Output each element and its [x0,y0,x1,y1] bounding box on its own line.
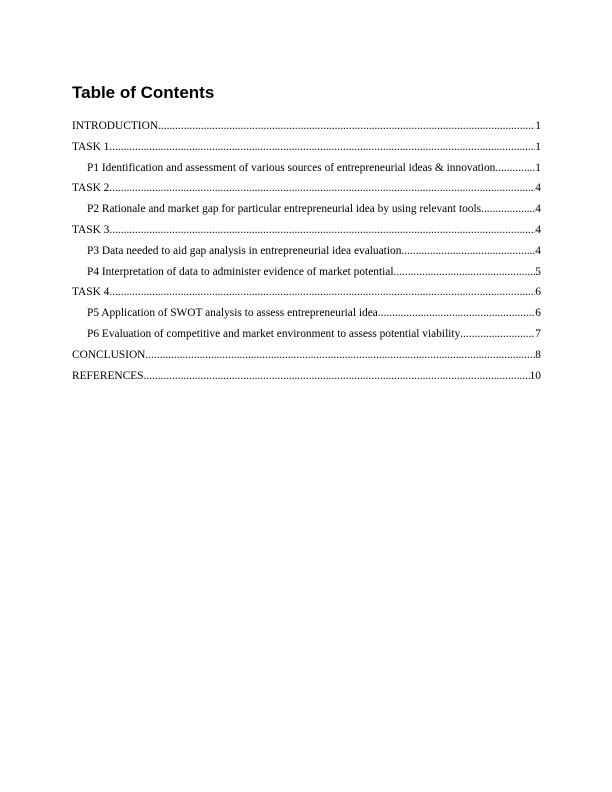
toc-entry-text: P6 Evaluation of competitive and market environment to assess potential viability [87,327,461,340]
toc-dot-leader [394,262,536,283]
toc-entry[interactable] [72,282,541,303]
toc-entry[interactable] [72,158,541,179]
toc-page-number: 1 [535,120,541,132]
toc-page-number: 1 [535,161,541,174]
toc-page-number: 4 [535,244,541,257]
toc-dot-leader [109,137,535,158]
toc-page-number: 6 [535,286,541,299]
toc-dot-leader [109,282,535,303]
toc-dot-leader [401,241,535,262]
toc-page-number: 4 [535,223,541,236]
toc-page-number: 10 [529,369,541,382]
toc-entry-text: P1 Identification and assessment of various sources of entrepreneurial ideas & innovation [87,161,496,174]
toc-entry[interactable] [72,366,541,387]
toc-entry-text: P2 Rationale and market gap for particular entrepreneurial idea by using relevant tools [87,203,482,216]
toc-entry[interactable] [72,137,541,158]
toc-entry-text: REFERENCES [72,369,144,382]
toc-title: Table of Contents [72,83,215,102]
toc-entry-text: P4 Interpretation of data to administer evidence of market potential [87,265,394,278]
toc-entry-text: P5 Application of SWOT analysis to assess entrepreneurial idea [87,307,378,320]
toc-entry-text: TASK 1 [72,140,110,153]
toc-entry[interactable] [72,345,541,366]
toc-entry-text: P3 Data needed to aid gap analysis in entrepreneurial idea evaluation [87,244,402,257]
toc-page-number: 8 [535,348,541,361]
toc-dot-leader [378,303,535,324]
toc-dot-leader [481,199,535,220]
toc-entry[interactable] [72,324,541,345]
toc-entry[interactable] [72,116,541,137]
toc-entry[interactable] [72,178,541,199]
toc-dot-leader [144,366,530,387]
toc-dot-leader [158,116,535,137]
toc-entry[interactable] [72,241,541,262]
toc-entry-text: CONCLUSION [72,348,146,361]
toc-dot-leader [109,178,535,199]
toc-entry-text: TASK 3 [72,223,110,236]
toc-list [72,116,541,386]
toc-entry[interactable] [72,199,541,220]
toc-dot-leader [109,220,535,241]
toc-dot-leader [145,345,535,366]
toc-entry-text: TASK 2 [72,182,110,195]
toc-entry-text: TASK 4 [72,286,110,299]
toc-entry-text: INTRODUCTION [72,120,159,132]
toc-page-number: 6 [535,307,541,320]
toc-page-number: 7 [535,327,541,340]
toc-dot-leader [495,158,535,179]
toc-page-number: 1 [535,140,541,153]
toc-dot-leader [460,324,535,345]
toc-page-number: 4 [535,203,541,216]
toc-entry[interactable] [72,220,541,241]
toc-entry[interactable] [72,303,541,324]
toc-page-number: 4 [535,182,541,195]
toc-entry[interactable] [72,262,541,283]
toc-page-number: 5 [535,265,541,278]
